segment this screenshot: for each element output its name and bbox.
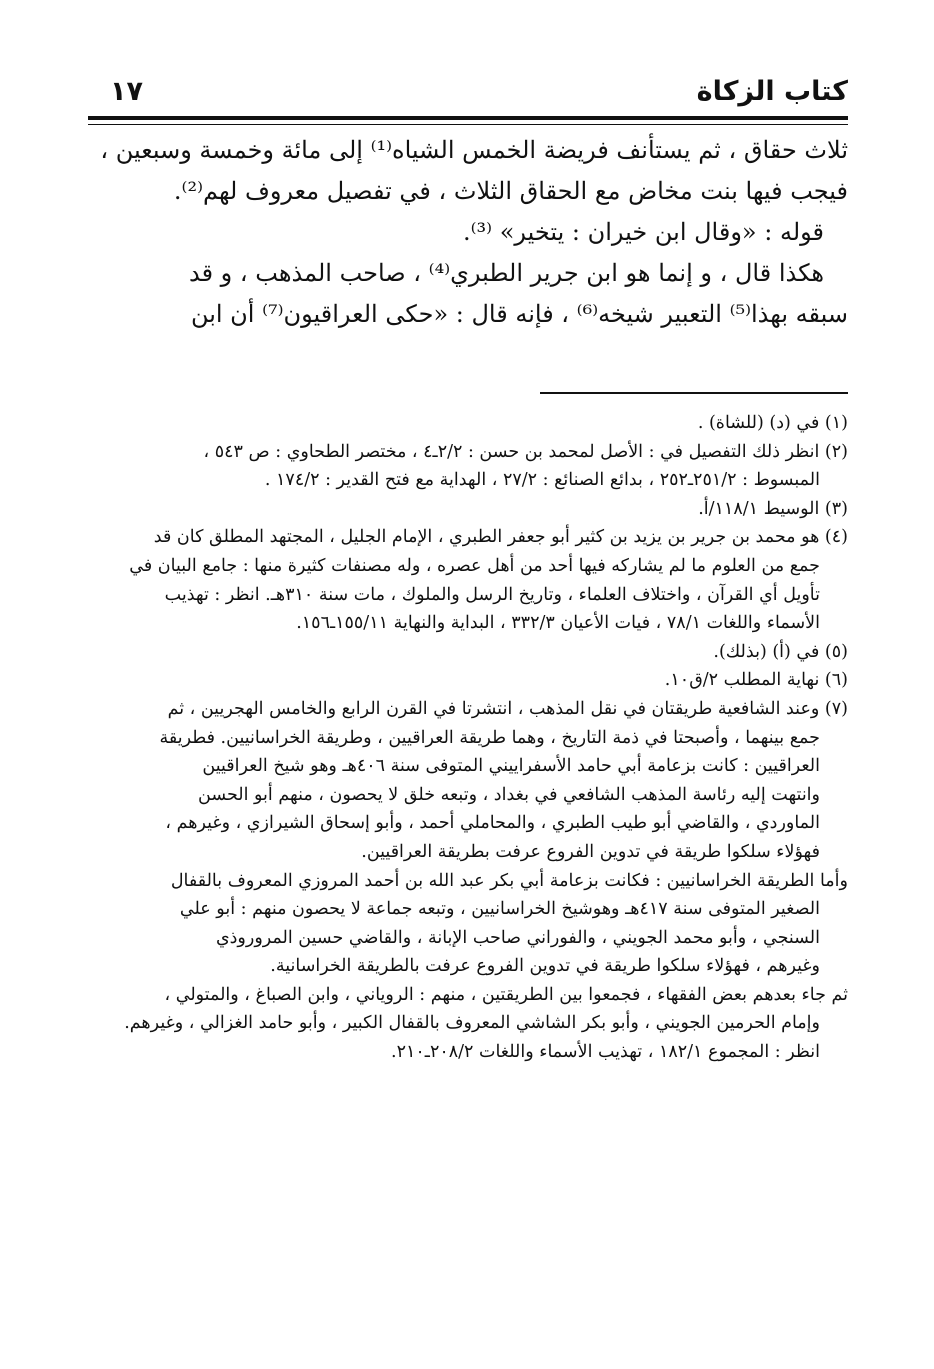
footnote-line: المبسوط : ٢٥١/٢ـ٢٥٢ ، بدائع الصنائع : ٢٧/٢ ، الهداية مع فتح القدير : ١٧٤/٢ . [264,470,820,491]
footnote-line: (٧) وعند الشافعية طريقتان في نقل المذهب ، انتشرتا في القرن الرابع والخامس الهجريين ، ثم [167,698,848,719]
footnote-5 [90,638,850,667]
footnote-2 [90,438,850,495]
footnote-separator [540,392,848,394]
footnote-line: ثم جاء بعدهم بعض الفقهاء ، فجمعوا بين الطريقتين ، منهم : الروياني ، وابن الصباغ ، والمتولي ، [164,984,848,1005]
footnote-line: جمع من العلوم ما لم يشاركه فيها أحد من أهل عصره ، وله مصنفات كثيرة منها : جامع البيان في [129,555,820,576]
footnote-line: (٢) انظر ذلك التفصيل في : الأصل لمحمد بن حسن : ٢/٢ـ٤ ، مختصر الطحاوي : ص ٥٤٣ ، [203,441,848,462]
main-line: سبقه بهذا⁽⁵⁾ التعبير شيخه⁽⁶⁾ ، فإنه قال : «حكى العراقيون⁽⁷⁾ أن ابن [190,300,848,328]
footnote-3 [90,495,850,524]
footnote-line: الأسماء واللغات ٧٨/١ ، فيات الأعيان ٣٣٢/٣ ، البداية والنهاية ١٥٥/١١ـ١٥٦. [296,613,820,634]
footnote-line: تأويل أي القرآن ، واختلاف العلماء ، وتاريخ الرسل والملوك ، مات سنة ٣١٠هـ. انظر : تهذيب [164,584,820,605]
footnote-line: فهؤلاء سلكوا طريقة في تدوين الفروع عرفت بطريقة العراقيين. [361,841,820,862]
main-text [92,130,848,335]
header-rule-thin [88,124,848,125]
footnote-line: وغيرهم ، فهؤلاء سلكوا طريقة في تدوين الفروع عرفت بالطريقة الخراسانية. [270,956,820,977]
header-rule-thick [88,116,848,120]
main-line-quote: قوله : «وقال ابن خيران : يتخير» ⁽³⁾. [463,218,824,246]
main-line: فيجب فيها بنت مخاض مع الحقاق الثلاث ، في تفصيل معروف لهم⁽²⁾. [173,177,848,205]
footnote-line: السنجي ، وأبو محمد الجويني ، والفوراني صاحب الإبانة ، والقاضي حسين المروروذي [215,927,820,948]
footnote-line: (٥) في (أ) (بذلك). [713,641,848,662]
footnote-line: وإمام الحرمين الجويني ، وأبو بكر الشاشي المعروف بالقفال الكبير ، وأبو حامد الغزالي ، وغيرهم. [124,1013,820,1034]
footnote-1 [90,409,850,438]
footnote-7 [90,695,850,867]
footnote-line: انظر : المجموع ١٨٢/١ ، تهذيب الأسماء واللغات ٢٠٨/٢ـ٢١٠. [391,1042,820,1063]
footnote-line: العراقيين : كانت بزعامة أبي حامد الأسفراييني المتوفى سنة ٤٠٦هـ وهو شيخ العراقيين [202,756,820,777]
footnote-line: جمع بينهما ، وأصبحتا في ذمة التاريخ ، وهما طريقة العراقيين ، وطريقة الخراسانيين. فطريقة [159,727,820,748]
footnote-7-continued-b [90,981,850,1067]
footnote-line: (٣) الوسيط ١١٨/١/أ. [698,498,848,519]
footnote-line: (٤) هو محمد بن جرير بن يزيد بن كثير أبو جعفر الطبري ، الإمام الجليل ، المجتهد المطلق كان قد [153,527,848,548]
footnotes [90,409,850,1067]
footnote-line: الماوردي ، والقاضي أبو طيب الطبري ، والمحاملي أحمد ، وأبو إسحاق الشيرازي ، وغيرهم ، [165,813,820,834]
footnote-line: وأما الطريقة الخراسانيين : فكانت بزعامة أبي بكر عبد الله بن أحمد المروزي المعروف بالقفال [170,870,848,891]
footnote-line: (١) في (د) (للشاة) . [697,413,848,433]
footnote-7-continued-a [90,867,850,981]
page-header [88,76,848,112]
book-title: كتاب الزكاة [696,76,848,107]
footnote-4 [90,523,850,637]
footnote-6 [90,666,850,695]
footnote-line: وانتهت إليه رئاسة المذهب الشافعي في بغداد ، وتبعه خلق لا يحصون ، منهم أبو الحسن [198,784,820,805]
footnote-line: (٦) نهاية المطلب ٢/ق١٠. [664,670,848,691]
footnote-line: الصغير المتوفى سنة ٤١٧هـ وهوشيخ الخراسانيين ، وتبعه جماعة لا يحصون منهم : أبو علي [179,899,820,920]
page-number: ١٧ [110,76,143,107]
main-line: ثلاث حقاق ، ثم يستأنف فريضة الخمس الشياه⁽¹⁾ إلى مائة وخمسة وسبعين ، [100,136,848,164]
main-line: هكذا قال ، و إنما هو ابن جرير الطبري⁽⁴⁾ ، صاحب المذهب ، و قد [188,259,824,287]
